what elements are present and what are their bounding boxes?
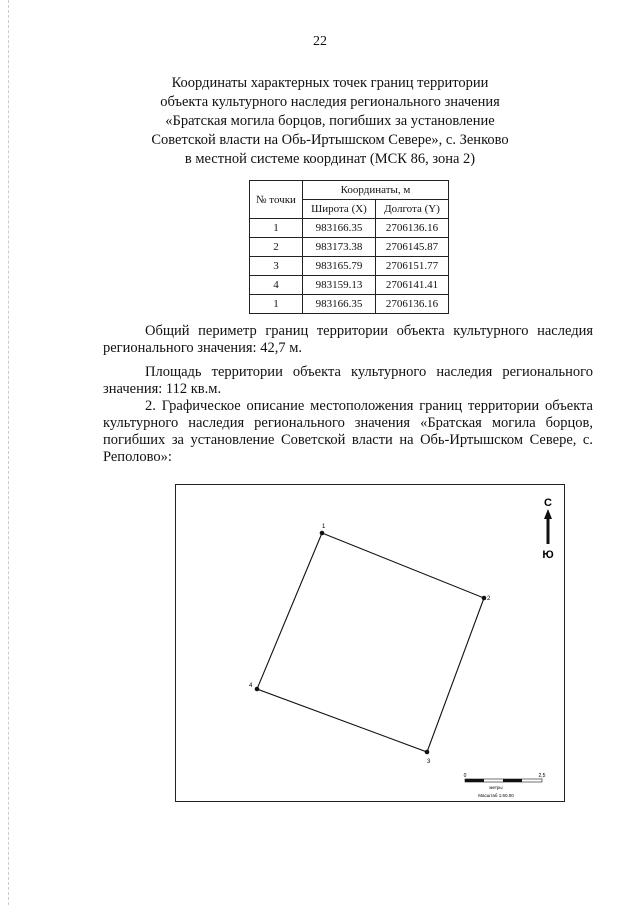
cell-y: 2706141.41: [376, 276, 449, 295]
scale-bar: [464, 773, 546, 798]
north-arrow-icon: [542, 497, 553, 561]
map-drawing: [176, 485, 566, 803]
table-row: [250, 257, 449, 276]
boundary-point-4: [255, 687, 260, 692]
cell-y: 2706136.16: [376, 219, 449, 238]
title-line: в местной системе координат (МСК 86, зона 2): [184, 151, 476, 167]
cell-y: 2706145.87: [376, 238, 449, 257]
table-row: [250, 238, 449, 257]
cell-x: 983159.13: [303, 276, 376, 295]
boundary-point-1: [320, 531, 325, 536]
boundary-point-3: [425, 750, 430, 755]
title-line: «Братская могила борцов, погибших за установление: [165, 113, 495, 129]
title-line: Советской власти на Обь-Иртышском Севере», с. Зенково: [151, 132, 509, 148]
cell-point: 3: [250, 257, 303, 276]
perimeter-paragraph: [103, 323, 593, 357]
coordinates-table: [249, 180, 449, 314]
cell-point: 4: [250, 276, 303, 295]
header-lon: Долгота (Y): [376, 200, 449, 219]
title-line: объекта культурного наследия регионального значения: [160, 94, 500, 110]
cell-y: 2706151.77: [376, 257, 449, 276]
graphic-description-paragraph: [103, 398, 593, 466]
point-label-4: 4: [249, 683, 253, 689]
cell-point: 2: [250, 238, 303, 257]
header-coords: Координаты, м: [303, 181, 449, 200]
point-label-3: 3: [427, 759, 431, 765]
boundary-polygon: [257, 533, 484, 752]
title-line: Координаты характерных точек границ территории: [171, 75, 489, 91]
point-label-2: 2: [487, 596, 491, 602]
document-title: [120, 74, 540, 169]
boundary-point-2: [482, 596, 487, 601]
compass-north-label: С: [544, 497, 552, 509]
area-paragraph: [103, 364, 593, 398]
point-label-1: 1: [322, 524, 326, 530]
table-row: [250, 295, 449, 314]
scale-text: Масштаб 1:60.00: [478, 793, 514, 798]
cell-point: 1: [250, 219, 303, 238]
cell-x: 983166.35: [303, 295, 376, 314]
perimeter-text: Общий периметр границ территории объекта культурного наследия регионального значения: 42,7 м.: [103, 323, 593, 356]
table-row: [250, 276, 449, 295]
graphic-description-text: 2. Графическое описание местоположения границ территории объекта культурного наследия регионального значения «Братская могила борцов, погибших за установление Советской власти на Обь-Иртышском Севере, с. Реполово»:: [103, 398, 593, 465]
scale-max-label: 2,5: [538, 773, 546, 779]
boundary-map: [175, 484, 565, 802]
scan-margin-line: [8, 0, 10, 905]
page-number: 22: [313, 34, 327, 49]
scale-unit-label: метры: [489, 785, 503, 790]
compass-south-label: Ю: [542, 549, 554, 561]
cell-point: 1: [250, 295, 303, 314]
table-row: [250, 219, 449, 238]
cell-x: 983166.35: [303, 219, 376, 238]
cell-x: 983165.79: [303, 257, 376, 276]
header-point: № точки: [250, 181, 303, 219]
area-text: Площадь территории объекта культурного наследия регионального значения: 112 кв.м.: [103, 364, 593, 397]
scale-zero-label: 0: [463, 773, 467, 779]
cell-y: 2706136.16: [376, 295, 449, 314]
cell-x: 983173.38: [303, 238, 376, 257]
header-lat: Широта (X): [303, 200, 376, 219]
